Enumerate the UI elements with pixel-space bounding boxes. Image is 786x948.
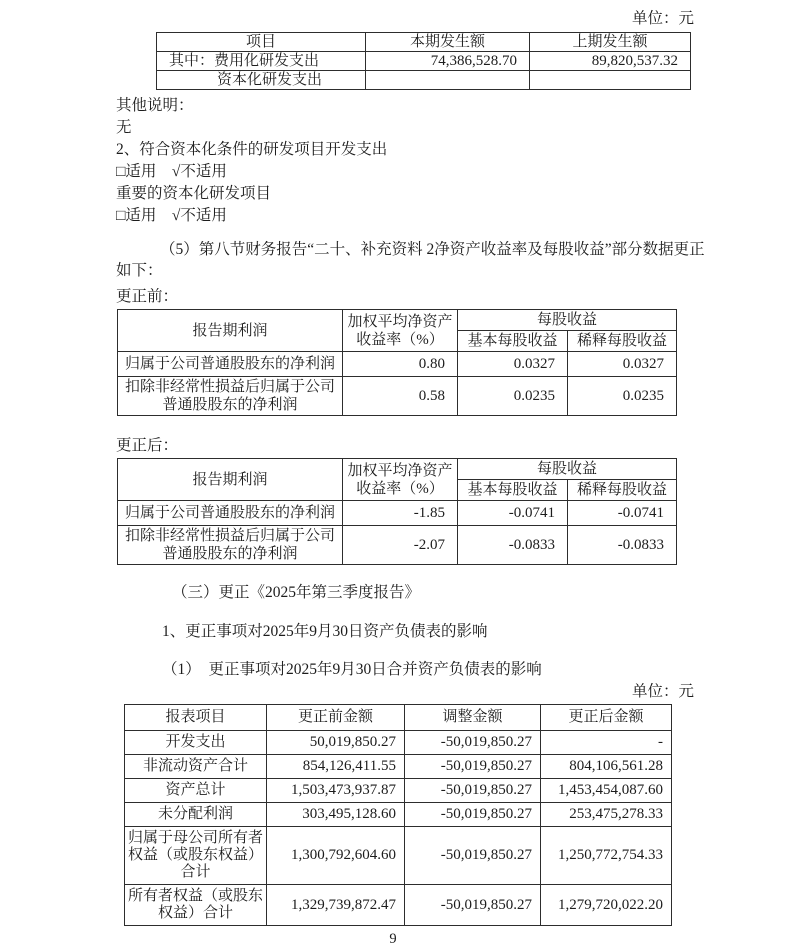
- other-notes-value: 无: [116, 119, 132, 136]
- rd-col-current: 本期发生额: [366, 33, 530, 52]
- balance-before-value: 1,329,739,872.47: [267, 885, 405, 926]
- subsection-heading: （1） 更正事项对2025年9月30日合并资产负债表的影响: [162, 661, 542, 678]
- eps-col-eps: 每股收益: [458, 459, 677, 480]
- balance-after-value: -: [541, 731, 672, 755]
- eps-roe-value: -2.07: [343, 526, 458, 565]
- balance-before-value: 1,503,473,937.87: [267, 779, 405, 803]
- table-row: [125, 885, 672, 926]
- item2-title: 2、符合资本化条件的研发项目开发支出: [116, 141, 388, 158]
- balance-col-adjust: 调整金额: [405, 705, 541, 731]
- rd-col-item: 项目: [157, 33, 366, 52]
- balance-row-item: 资产总计: [125, 779, 267, 803]
- page-number: 9: [389, 931, 397, 947]
- eps-diluted-value: 0.0327: [568, 352, 677, 377]
- balance-before-value: 1,300,792,604.60: [267, 827, 405, 885]
- rd-col-prior: 上期发生额: [530, 33, 691, 52]
- eps-basic-value: -0.0833: [458, 526, 568, 565]
- balance-row-item: 所有者权益（或股东权益）合计: [125, 885, 267, 926]
- eps-diluted-value: -0.0741: [568, 501, 677, 526]
- balance-adjust-value: -50,019,850.27: [405, 779, 541, 803]
- section-heading: （三）更正《2025年第三季度报告》: [172, 584, 421, 601]
- eps-table-before: [117, 309, 677, 416]
- balance-header-row: [125, 705, 672, 731]
- unit-label-top: 单位：元: [631, 10, 694, 27]
- balance-row-item: 开发支出: [125, 731, 267, 755]
- eps-row-label: 扣除非经常性损益后归属于公司普通股股东的净利润: [118, 526, 343, 565]
- rd-row-current: [366, 71, 530, 90]
- table-row: [125, 755, 672, 779]
- balance-adjust-value: -50,019,850.27: [405, 803, 541, 827]
- balance-before-value: 50,019,850.27: [267, 731, 405, 755]
- eps-header-row: [118, 310, 677, 331]
- eps-col-profit: 报告期利润: [118, 310, 343, 352]
- balance-col-after: 更正后金额: [541, 705, 672, 731]
- balance-after-value: 1,279,720,022.20: [541, 885, 672, 926]
- eps-col-roe: 加权平均净资产收益率（%）: [343, 459, 458, 501]
- eps-col-basic: 基本每股收益: [458, 331, 568, 352]
- applicable-line: □适用 √不适用: [116, 207, 227, 224]
- eps-col-diluted: 稀释每股收益: [568, 480, 677, 501]
- rd-row-prior: 89,820,537.32: [530, 52, 691, 71]
- rd-row-label: 资本化研发支出: [157, 71, 366, 90]
- subsection-heading: 1、更正事项对2025年9月30日资产负债表的影响: [162, 623, 488, 640]
- balance-after-value: 804,106,561.28: [541, 755, 672, 779]
- unit-label-bottom: 单位：元: [631, 683, 694, 700]
- balance-before-value: 303,495,128.60: [267, 803, 405, 827]
- table-row: [118, 352, 677, 377]
- table-row: [157, 52, 691, 71]
- eps-table-after: [117, 458, 677, 565]
- eps-roe-value: 0.80: [343, 352, 458, 377]
- before-correction-label: 更正前：: [116, 288, 179, 305]
- balance-adjust-value: -50,019,850.27: [405, 731, 541, 755]
- eps-col-eps: 每股收益: [458, 310, 677, 331]
- after-correction-label: 更正后：: [116, 437, 179, 454]
- balance-adjust-value: -50,019,850.27: [405, 827, 541, 885]
- eps-row-label: 归属于公司普通股股东的净利润: [118, 501, 343, 526]
- balance-adjust-value: -50,019,850.27: [405, 885, 541, 926]
- eps-col-basic: 基本每股收益: [458, 480, 568, 501]
- rd-row-prior: [530, 71, 691, 90]
- balance-after-value: 1,250,772,754.33: [541, 827, 672, 885]
- table-row: [118, 526, 677, 565]
- balance-after-value: 1,453,454,087.60: [541, 779, 672, 803]
- balance-before-value: 854,126,411.55: [267, 755, 405, 779]
- correction-paragraph: （5）第八节财务报告“二十、补充资料 2净资产收益率及每股收益”部分数据更正如下：: [116, 241, 705, 279]
- rd-header-row: [157, 33, 691, 52]
- eps-diluted-value: -0.0833: [568, 526, 677, 565]
- other-notes-label: 其他说明：: [116, 97, 194, 114]
- eps-col-diluted: 稀释每股收益: [568, 331, 677, 352]
- balance-after-value: 253,475,278.33: [541, 803, 672, 827]
- rd-row-label: 其中：费用化研发支出: [157, 52, 366, 71]
- balance-col-item: 报表项目: [125, 705, 267, 731]
- balance-row-item: 未分配利润: [125, 803, 267, 827]
- table-row: [118, 377, 677, 416]
- rd-row-current: 74,386,528.70: [366, 52, 530, 71]
- eps-basic-value: -0.0741: [458, 501, 568, 526]
- table-row: [125, 731, 672, 755]
- rd-expense-table: [156, 32, 691, 90]
- balance-sheet-correction-table: [124, 704, 672, 926]
- balance-adjust-value: -50,019,850.27: [405, 755, 541, 779]
- table-row: [118, 501, 677, 526]
- eps-col-roe: 加权平均净资产收益率（%）: [343, 310, 458, 352]
- table-row: [157, 71, 691, 90]
- table-row: [125, 779, 672, 803]
- eps-header-row: [118, 459, 677, 480]
- eps-col-profit: 报告期利润: [118, 459, 343, 501]
- eps-roe-value: 0.58: [343, 377, 458, 416]
- eps-roe-value: -1.85: [343, 501, 458, 526]
- eps-basic-value: 0.0235: [458, 377, 568, 416]
- eps-row-label: 扣除非经常性损益后归属于公司普通股股东的净利润: [118, 377, 343, 416]
- balance-row-item: 非流动资产合计: [125, 755, 267, 779]
- balance-col-before: 更正前金额: [267, 705, 405, 731]
- eps-diluted-value: 0.0235: [568, 377, 677, 416]
- applicable-line: □适用 √不适用: [116, 163, 227, 180]
- eps-basic-value: 0.0327: [458, 352, 568, 377]
- eps-row-label: 归属于公司普通股股东的净利润: [118, 352, 343, 377]
- table-row: [125, 827, 672, 885]
- balance-row-item: 归属于母公司所有者权益（或股东权益）合计: [125, 827, 267, 885]
- table-row: [125, 803, 672, 827]
- important-projects-label: 重要的资本化研发项目: [116, 185, 272, 202]
